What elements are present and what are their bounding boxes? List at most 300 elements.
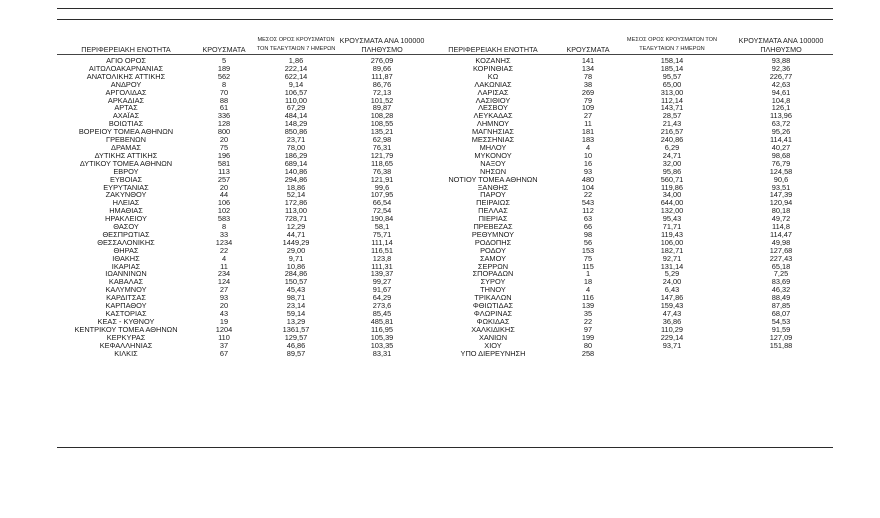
- cell-avg7-left: 98,71: [286, 294, 306, 303]
- table-row: [57, 97, 833, 105]
- cell-cases-right: 66: [583, 223, 593, 231]
- cell-region-right: ΞΑΝΘΗΣ: [477, 183, 509, 192]
- cell-cases-right: 16: [583, 159, 593, 168]
- table-row: [57, 120, 833, 128]
- cell-region-right: ΥΠΟ ΔΙΕΡΕΥΝΗΣΗ: [460, 349, 526, 358]
- table-row: [57, 263, 833, 271]
- cell-avg7-left: 222,14: [284, 64, 308, 73]
- cell-avg7-left: 13,29: [286, 317, 306, 326]
- cell-region-right: ΦΩΚΙΔΑΣ: [476, 317, 510, 326]
- cell-avg7-right: 131,14: [660, 262, 684, 271]
- cell-avg7-right: 21,43: [662, 120, 682, 129]
- cell-cases-right: 80: [583, 341, 593, 350]
- table-row: [57, 215, 833, 223]
- cell-per100k-left: 105,39: [370, 333, 394, 342]
- cell-per100k-right: 49,72: [771, 215, 791, 224]
- cell-cases-right: 109: [581, 104, 595, 113]
- cell-region-left: ΚΕΡΚΥΡΑΣ: [106, 333, 146, 342]
- cell-avg7-right: 5,29: [664, 270, 680, 279]
- cell-per100k-left: 76,31: [372, 143, 392, 152]
- cell-per100k-right: 68,07: [771, 310, 791, 318]
- table-row: [57, 160, 833, 168]
- cell-avg7-right: 147,86: [660, 294, 684, 303]
- cell-per100k-left: 118,65: [370, 159, 394, 168]
- cell-region-left: ΘΕΣΠΡΩΤΙΑΣ: [102, 230, 150, 239]
- cell-per100k-left: 89,66: [372, 64, 392, 73]
- cell-cases-left: 20: [219, 302, 229, 310]
- cell-region-left: ΑΡΓΟΛΙΔΑΣ: [105, 88, 147, 97]
- cell-avg7-left: 622,14: [284, 72, 308, 81]
- cell-avg7-left: 78,00: [286, 143, 306, 152]
- cell-avg7-right: 112,14: [660, 96, 684, 105]
- cell-per100k-right: 42,63: [771, 80, 791, 89]
- cell-per100k-left: 66,54: [372, 199, 392, 208]
- cell-cases-left: 128: [217, 120, 231, 129]
- cell-cases-left: 8: [221, 223, 227, 231]
- cell-region-left: ΔΥΤΙΚΗΣ ΑΤΤΙΚΗΣ: [94, 151, 158, 160]
- cell-region-left: ΚΑΣΤΟΡΙΑΣ: [105, 310, 147, 318]
- cell-per100k-left: 135,21: [370, 128, 394, 137]
- cell-cases-right: 27: [583, 112, 593, 121]
- cell-per100k-left: 101,52: [370, 96, 394, 105]
- cell-per100k-right: 76,79: [771, 159, 791, 168]
- cell-avg7-right: 644,00: [660, 199, 684, 208]
- cell-region-right: ΜΥΚΟΝΟΥ: [474, 151, 512, 160]
- cell-region-right: ΤΗΝΟΥ: [480, 286, 506, 295]
- header-per100k-right: ΚΡΟΥΣΜΑΤΑ ΑΝΑ 100000 ΠΛΗΘΥΣΜΟ: [738, 36, 824, 54]
- cell-avg7-right: 182,71: [660, 246, 684, 255]
- bottom-rule: [57, 447, 833, 448]
- table-row: [57, 286, 833, 294]
- table-row: [57, 270, 833, 278]
- cell-avg7-left: 10,86: [286, 262, 306, 271]
- cell-avg7-right: 229,14: [660, 333, 684, 342]
- table-row: [57, 350, 833, 358]
- cell-cases-right: 116: [582, 294, 594, 303]
- cell-avg7-right: 159,43: [660, 302, 684, 310]
- cell-avg7-left: 18,86: [286, 183, 306, 192]
- cell-per100k-left: 108,28: [370, 112, 394, 121]
- cell-per100k-right: 91,59: [771, 325, 791, 334]
- cell-cases-left: 27: [219, 286, 229, 295]
- cell-avg7-left: 1449,29: [282, 238, 310, 247]
- cell-region-left: ΘΗΡΑΣ: [113, 246, 139, 255]
- cell-region-left: ΔΡΑΜΑΣ: [111, 143, 141, 152]
- table-header-row: [57, 22, 833, 55]
- cell-avg7-left: 106,57: [284, 88, 308, 97]
- cell-avg7-right: 110,29: [660, 325, 684, 334]
- cell-region-left: ΑΝΔΡΟΥ: [110, 80, 142, 89]
- cell-avg7-right: 216,57: [660, 128, 684, 137]
- cell-region-right: ΝΟΤΙΟΥ ΤΟΜΕΑ ΑΘΗΝΩΝ: [448, 175, 538, 184]
- cell-avg7-right: 132,00: [660, 207, 684, 216]
- cell-cases-right: 104: [581, 183, 595, 192]
- cell-cases-left: 19: [219, 317, 229, 326]
- cell-region-left: ΑΧΑΪΑΣ: [112, 112, 140, 121]
- cell-region-right: ΠΕΙΡΑΙΩΣ: [476, 199, 510, 208]
- cell-cases-right: 11: [584, 120, 592, 129]
- cell-per100k-right: 114,47: [769, 230, 793, 239]
- cell-avg7-right: 36,86: [662, 317, 682, 326]
- cell-cases-left: 110: [218, 333, 230, 342]
- cell-region-left: ΚΕΑΣ - ΚΥΘΝΟΥ: [97, 317, 155, 326]
- cell-region-left: ΚΑΡΔΙΤΣΑΣ: [106, 294, 146, 303]
- cell-region-left: ΑΓΙΟ ΟΡΟΣ: [106, 56, 146, 65]
- cell-region-right: ΚΟΡΙΝΘΙΑΣ: [472, 64, 514, 73]
- cell-region-right: ΠΡΕΒΕΖΑΣ: [473, 223, 513, 231]
- cell-per100k-left: 111,31: [371, 262, 393, 271]
- cell-cases-right: 75: [583, 254, 593, 263]
- cell-per100k-right: 147,39: [769, 191, 793, 200]
- table-row: [57, 168, 833, 176]
- cell-region-left: ΑΡΤΑΣ: [114, 104, 138, 113]
- cell-cases-left: 61: [219, 104, 229, 113]
- cell-per100k-right: 7,25: [773, 270, 789, 279]
- cell-region-right: ΠΕΛΛΑΣ: [478, 207, 508, 216]
- cell-cases-left: 1204: [215, 325, 233, 334]
- cell-cases-right: 181: [581, 128, 595, 137]
- cell-avg7-left: 113,00: [284, 207, 308, 216]
- cell-region-right: ΤΡΙΚΑΛΩΝ: [474, 294, 512, 303]
- cell-avg7-right: 32,00: [662, 159, 682, 168]
- cell-cases-right: 78: [583, 72, 593, 81]
- cell-cases-left: 4: [221, 254, 227, 263]
- table-row: [57, 81, 833, 89]
- table-row: [57, 310, 833, 318]
- cell-region-right: ΛΕΥΚΑΔΑΣ: [473, 112, 513, 121]
- cell-region-left: ΗΡΑΚΛΕΙΟΥ: [105, 215, 147, 224]
- cell-region-left: ΑΝΑΤΟΛΙΚΗΣ ΑΤΤΙΚΗΣ: [86, 72, 166, 81]
- cell-per100k-right: 98,68: [771, 151, 791, 160]
- cell-cases-left: 106: [217, 199, 231, 208]
- cell-cases-left: 75: [219, 143, 229, 152]
- cell-cases-left: 562: [217, 72, 231, 81]
- cell-per100k-right: 127,68: [769, 246, 793, 255]
- table-row: [57, 65, 833, 73]
- cell-region-right: ΛΗΜΝΟΥ: [476, 120, 510, 129]
- cell-cases-left: 44: [219, 191, 229, 200]
- cell-avg7-right: 95,86: [662, 167, 682, 176]
- header-per100k-left: ΚΡΟΥΣΜΑΤΑ ΑΝΑ 100000 ΠΛΗΘΥΣΜΟ: [339, 36, 425, 54]
- cell-avg7-left: 129,57: [284, 333, 308, 342]
- cell-avg7-left: 110,00: [284, 96, 308, 105]
- cell-avg7-left: 294,86: [284, 175, 308, 184]
- cell-avg7-left: 67,29: [286, 104, 306, 113]
- table-body: [57, 55, 833, 357]
- cell-region-right: ΣΠΟΡΑΔΩΝ: [472, 270, 514, 279]
- table-row: [57, 55, 833, 65]
- cell-avg7-right: 34,00: [662, 191, 682, 200]
- cases-table: [57, 22, 833, 357]
- cell-cases-left: 37: [219, 341, 229, 350]
- cell-per100k-left: 58,1: [374, 223, 390, 231]
- header-cases-left: ΚΡΟΥΣΜΑΤΑ: [202, 45, 246, 54]
- cell-avg7-right: 6,43: [664, 286, 680, 295]
- cell-avg7-right: 95,43: [662, 215, 682, 224]
- cell-region-left: ΚΑΛΥΜΝΟΥ: [105, 286, 147, 295]
- cell-region-right: ΝΗΣΩΝ: [479, 167, 507, 176]
- cell-per100k-left: 108,55: [370, 120, 394, 129]
- cell-avg7-right: 143,71: [660, 104, 684, 113]
- cell-region-right: ΡΟΔΟΠΗΣ: [474, 238, 512, 247]
- cell-cases-right: 134: [581, 64, 595, 73]
- cell-region-left: ΙΚΑΡΙΑΣ: [111, 262, 141, 271]
- cell-region-left: ΚΑΒΑΛΑΣ: [108, 278, 144, 287]
- cell-avg7-right: 95,57: [662, 72, 682, 81]
- cell-avg7-right: 119,86: [660, 183, 684, 192]
- cell-per100k-left: 116,51: [370, 246, 394, 255]
- cell-per100k-right: 113,96: [769, 112, 793, 121]
- cell-cases-left: 5: [221, 56, 227, 65]
- cell-region-right: ΧΑΝΙΩΝ: [478, 333, 508, 342]
- cell-avg7-left: 186,29: [284, 151, 308, 160]
- header-cases-right: ΚΡΟΥΣΜΑΤΑ: [566, 45, 610, 54]
- cell-cases-left: 22: [219, 246, 229, 255]
- cell-avg7-left: 9,14: [288, 80, 304, 89]
- cell-avg7-left: 59,14: [286, 310, 306, 318]
- cell-region-left: ΘΕΣΣΑΛΟΝΙΚΗΣ: [97, 238, 155, 247]
- cell-per100k-right: 63,72: [771, 120, 791, 129]
- cell-cases-left: 113: [218, 167, 230, 176]
- cell-per100k-left: 86,76: [372, 80, 392, 89]
- cell-cases-right: 35: [583, 310, 593, 318]
- cell-per100k-right: 93,51: [771, 183, 791, 192]
- cell-region-left: ΓΡΕΒΕΝΩΝ: [106, 136, 146, 144]
- cell-region-left: ΙΘΑΚΗΣ: [112, 254, 140, 263]
- table-row: [57, 152, 833, 160]
- cell-per100k-left: 83,31: [372, 349, 392, 358]
- cell-per100k-right: 126,1: [771, 104, 791, 113]
- cell-avg7-right: 313,00: [660, 88, 684, 97]
- cell-cases-right: 18: [583, 278, 593, 287]
- cell-region-left: ΑΡΚΑΔΙΑΣ: [107, 96, 145, 105]
- cell-cases-right: 141: [581, 56, 595, 65]
- cell-avg7-right: 47,43: [662, 310, 682, 318]
- cell-cases-left: 20: [219, 183, 229, 192]
- cell-per100k-left: 273,6: [372, 302, 392, 310]
- cell-cases-left: 581: [217, 159, 231, 168]
- cell-per100k-right: 104,8: [771, 96, 791, 105]
- cell-region-left: ΒΟΙΩΤΙΑΣ: [108, 120, 144, 129]
- cell-cases-left: 189: [217, 64, 231, 73]
- cell-avg7-left: 46,86: [286, 341, 306, 350]
- cell-cases-right: 4: [585, 286, 591, 295]
- cell-region-left: ΚΙΛΚΙΣ: [114, 349, 138, 358]
- cell-per100k-right: 49,98: [771, 238, 791, 247]
- cell-region-right: ΠΙΕΡΙΑΣ: [478, 215, 508, 224]
- cell-cases-right: 97: [583, 325, 593, 334]
- cell-region-left: ΒΟΡΕΙΟΥ ΤΟΜΕΑ ΑΘΗΝΩΝ: [78, 128, 174, 137]
- table-row: [57, 294, 833, 302]
- cell-region-left: ΘΑΣΟΥ: [113, 223, 139, 231]
- cell-cases-left: 234: [217, 270, 231, 279]
- cell-region-right: ΛΑΚΩΝΙΑΣ: [474, 80, 512, 89]
- cell-cases-right: 93: [583, 167, 593, 176]
- table-row: [57, 104, 833, 112]
- table-row: [57, 278, 833, 286]
- cell-cases-right: 79: [583, 96, 593, 105]
- cell-avg7-left: 850,86: [284, 128, 308, 137]
- cell-region-left: ΗΜΑΘΙΑΣ: [109, 207, 143, 216]
- cell-region-right: ΠΑΡΟΥ: [480, 191, 506, 200]
- cell-region-right: ΛΕΣΒΟΥ: [478, 104, 508, 113]
- cell-region-right: ΣΕΡΡΩΝ: [477, 262, 509, 271]
- table-row: [57, 223, 833, 231]
- cell-cases-left: 11: [220, 262, 228, 271]
- table-row: [57, 239, 833, 247]
- cell-region-right: ΛΑΡΙΣΑΣ: [477, 88, 509, 97]
- cell-avg7-left: 689,14: [284, 159, 308, 168]
- cell-region-right: ΜΑΓΝΗΣΙΑΣ: [472, 128, 514, 137]
- cell-avg7-left: 29,00: [286, 246, 306, 255]
- cell-region-right: ΝΑΞΟΥ: [480, 159, 506, 168]
- cell-avg7-left: 44,71: [286, 230, 306, 239]
- cell-cases-left: 33: [219, 230, 229, 239]
- table-row: [57, 191, 833, 199]
- cell-per100k-left: 99,6: [374, 183, 390, 192]
- cell-per100k-right: 226,77: [769, 72, 793, 81]
- cell-per100k-left: 139,37: [370, 270, 394, 279]
- cell-avg7-right: 6,29: [664, 143, 680, 152]
- cell-region-left: ΖΑΚΥΝΘΟΥ: [105, 191, 147, 200]
- cell-region-left: ΕΥΒΟΙΑΣ: [109, 175, 143, 184]
- cell-region-left: ΕΒΡΟΥ: [113, 167, 139, 176]
- cell-per100k-right: [729, 350, 833, 358]
- table-row: [57, 207, 833, 215]
- cell-per100k-left: 64,29: [372, 294, 392, 303]
- cell-avg7-right: 92,71: [662, 254, 682, 263]
- cell-avg7-right: 560,71: [660, 175, 684, 184]
- cell-avg7-right: 24,00: [662, 278, 682, 287]
- cell-cases-left: 800: [217, 128, 231, 137]
- second-rule: [57, 19, 833, 20]
- cell-region-right: ΧΙΟΥ: [484, 341, 502, 350]
- cell-per100k-left: 72,54: [372, 207, 392, 216]
- cell-per100k-right: 120,94: [769, 199, 793, 208]
- cell-cases-left: 43: [219, 310, 229, 318]
- cell-region-right: ΦΛΩΡΙΝΑΣ: [473, 310, 513, 318]
- cell-per100k-left: 107,95: [370, 191, 394, 200]
- cell-per100k-right: 124,58: [769, 167, 793, 176]
- cell-per100k-left: 485,81: [370, 317, 394, 326]
- cell-avg7-left: 1361,57: [282, 325, 310, 334]
- cell-per100k-right: 127,09: [769, 333, 793, 342]
- cell-per100k-left: 76,38: [372, 167, 392, 176]
- cell-region-left: ΑΙΤΩΛΟΑΚΑΡΝΑΝΙΑΣ: [88, 64, 164, 73]
- table-row: [57, 318, 833, 326]
- cell-cases-left: 1234: [215, 238, 233, 247]
- cell-per100k-right: 40,27: [771, 143, 791, 152]
- header-avg7-right: ΜΕΣΟΣ ΟΡΟΣ ΚΡΟΥΣΜΑΤΩΝ ΤΟΝ ΤΕΛΕΥΤΑΙΩΝ 7 ΗΜΕΡΩΝ: [626, 37, 718, 52]
- cell-cases-left: 102: [217, 207, 231, 216]
- cell-region-right: ΚΩ: [487, 72, 499, 81]
- cell-cases-left: 88: [219, 96, 229, 105]
- header-region-left: ΠΕΡΙΦΕΡΕΙΑΚΗ ΕΝΟΤΗΤΑ: [81, 45, 171, 54]
- cell-cases-right: 56: [583, 238, 593, 247]
- cell-cases-right: 183: [581, 136, 595, 144]
- cell-avg7-left: 148,29: [284, 120, 308, 129]
- cell-region-left: ΚΑΡΠΑΘΟΥ: [105, 302, 147, 310]
- header-avg7-left: ΜΕΣΟΣ ΟΡΟΣ ΚΡΟΥΣΜΑΤΩΝ ΤΟΝ ΤΕΛΕΥΤΑΙΩΝ 7 ΗΜΕΡΩΝ: [256, 37, 336, 52]
- cell-cases-left: 93: [219, 294, 229, 303]
- cell-cases-left: 196: [217, 151, 231, 160]
- cell-cases-right: 258: [581, 349, 595, 358]
- cell-region-right: ΚΟΖΑΝΗΣ: [475, 56, 511, 65]
- cell-avg7-left: 284,86: [284, 270, 308, 279]
- cell-avg7-right: 28,57: [662, 112, 682, 121]
- cell-per100k-left: 75,71: [372, 230, 392, 239]
- cell-cases-right: 4: [585, 143, 591, 152]
- cell-region-right: ΧΑΛΚΙΔΙΚΗΣ: [471, 325, 515, 334]
- cell-per100k-right: 93,88: [771, 56, 791, 65]
- cell-cases-right: 63: [583, 215, 593, 224]
- cell-region-left: ΔΥΤΙΚΟΥ ΤΟΜΕΑ ΑΘΗΝΩΝ: [79, 159, 173, 168]
- cell-per100k-right: 227,43: [769, 254, 793, 263]
- cell-cases-right: 1: [585, 270, 591, 279]
- cell-per100k-left: 89,87: [372, 104, 392, 113]
- table-row: [57, 112, 833, 120]
- cell-cases-left: 257: [217, 175, 231, 184]
- cell-per100k-left: 103,35: [370, 341, 394, 350]
- cell-avg7-left: 172,86: [284, 199, 308, 208]
- cell-per100k-right: 88,49: [771, 294, 791, 303]
- cell-per100k-right: 83,69: [771, 278, 791, 287]
- cell-per100k-left: 123,8: [372, 254, 392, 263]
- cell-per100k-right: 65,18: [771, 262, 791, 271]
- cell-region-right: ΡΕΘΥΜΝΟΥ: [471, 230, 515, 239]
- cell-cases-left: 70: [219, 88, 229, 97]
- cell-per100k-right: 95,26: [771, 128, 791, 137]
- cell-cases-right: 480: [581, 175, 595, 184]
- cell-region-left: ΗΛΕΙΑΣ: [112, 199, 140, 208]
- cell-cases-right: 153: [581, 246, 595, 255]
- cell-per100k-left: 276,09: [370, 56, 394, 65]
- cell-region-right: ΦΘΙΩΤΙΔΑΣ: [472, 302, 514, 310]
- cell-avg7-left: 728,71: [284, 215, 308, 224]
- cell-cases-right: 269: [581, 88, 595, 97]
- cell-cases-right: 22: [583, 191, 593, 200]
- cell-per100k-right: 94,61: [771, 88, 791, 97]
- cell-cases-right: 139: [581, 302, 595, 310]
- cell-region-left: ΕΥΡΥΤΑΝΙΑΣ: [103, 183, 149, 192]
- cell-per100k-left: 121,91: [370, 175, 394, 184]
- cell-cases-left: 67: [219, 349, 229, 358]
- table-row: [57, 144, 833, 152]
- cell-avg7-left: 45,43: [286, 286, 306, 295]
- cell-region-right: ΣΑΜΟΥ: [479, 254, 507, 263]
- table-row: [57, 199, 833, 207]
- table-row: [57, 176, 833, 184]
- cell-per100k-right: 114,41: [769, 136, 793, 144]
- cell-cases-right: 22: [583, 317, 593, 326]
- table-row: [57, 255, 833, 263]
- cell-per100k-left: 116,95: [370, 325, 394, 334]
- table-row: [57, 73, 833, 81]
- table-row: [57, 89, 833, 97]
- cell-avg7-right: 93,71: [662, 341, 682, 350]
- cell-per100k-right: 80,18: [771, 207, 791, 216]
- cell-region-left: ΚΕΝΤΡΙΚΟΥ ΤΟΜΕΑ ΑΘΗΝΩΝ: [74, 325, 178, 334]
- cell-per100k-right: 92,36: [771, 64, 791, 73]
- cell-avg7-right: 71,71: [662, 223, 682, 231]
- cell-per100k-right: 87,85: [771, 302, 791, 310]
- cell-avg7-right: 119,43: [660, 230, 684, 239]
- cell-region-right: ΜΕΣΣΗΝΙΑΣ: [471, 136, 515, 144]
- table-row: [57, 342, 833, 350]
- cell-per100k-left: 99,27: [372, 278, 392, 287]
- cell-cases-right: 199: [581, 333, 595, 342]
- cell-avg7-left: 89,57: [286, 349, 306, 358]
